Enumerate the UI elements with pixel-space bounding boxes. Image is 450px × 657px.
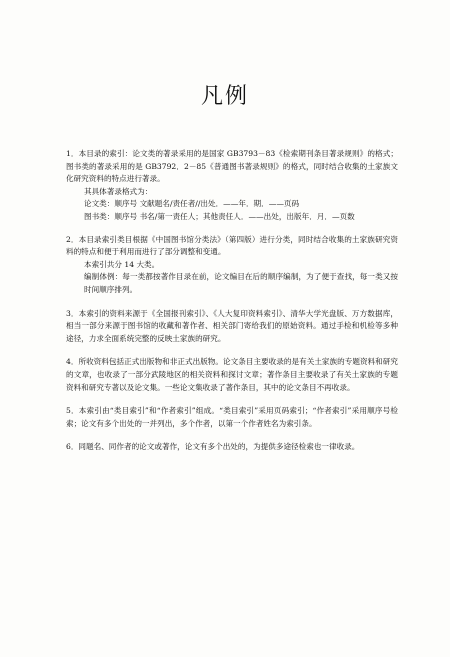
item-4-text: 4．所收资料包括正式出版物和非正式出版物。论文条目主要收录的是有关土家族的专题资料和研究的文章，也收录了一部分武陵地区的相关资料和探讨文章；著作条目主要收录了有关土家族的专题资料和研究专著以及论文集。一些论文集收录了著作条目，其中的论文条目不再收录。 — [66, 357, 398, 392]
item-1-format-heading: 其具体著录格式为： — [84, 186, 153, 196]
item-2-rule: 编制体例：每一类都按著作目录在前，论文编目在后的顺序编制，为了便于查找，每一类又按时间顺序排列。 — [84, 272, 398, 294]
item-1-text: 1．本目录的索引：论文类的著录采用的是国家 GB3793－83《检索期刊条目著录规则》的格式；图书类的著录采用的是 GB3792．2－85《普通图书著录规则》的格式，同时结合收集的土家族文化研究资料的特点进行著录。 — [66, 149, 398, 184]
item-2-text: 2．本目录索引类目根据《中国图书馆分类法》（第四版）进行分类，同时结合收集的土家族研究资料的特点和便于利用而进行了部分调整和变通。 — [66, 234, 398, 257]
page-title: 凡例 — [200, 84, 249, 109]
content-body — [66, 148, 398, 454]
item-6-text: 6．同题名、同作者的论文或著作，论文有多个出处的，为提供多途径检索也一律收录。 — [66, 442, 360, 452]
item-2-count: 本索引共分 14 大类。 — [84, 259, 160, 269]
item-1-format-paper: 论文类：顺序号 文献题名/责任者//出处．——年．期．——页码 — [84, 199, 300, 209]
item-3-text: 3．本索引的资料来源于《全国报刊索引》、《人大复印资料索引》、清华大学光盘版、万方数据库，相当一部分来源于图书馆的收藏和著作者、相关部门寄给我们的原始资料。通过手检和机检等多种途径，力求全面系统完整的反映土家族的研究。 — [66, 308, 398, 343]
item-1-format-book: 图书类：顺序号 书名/第一责任人；其他责任人．——出处，出版年．月．—页数 — [84, 211, 355, 221]
item-5-text: 5．本索引由“类目索引”和“作者索引”组成。“类目索引”采用页码索引；“作者索引”采用顺序号检索；论文有多个出处的一并列出，多个作者，以第一个作者姓名为索引条。 — [66, 406, 398, 428]
